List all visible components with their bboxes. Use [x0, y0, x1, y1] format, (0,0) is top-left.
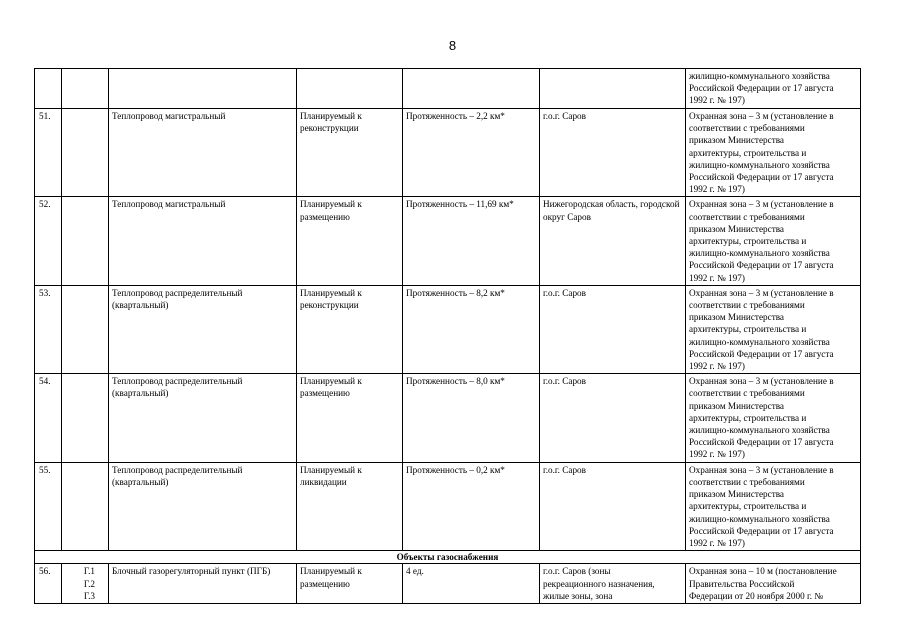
cell-characteristic: Протяженность – 8,0 км* [403, 374, 540, 462]
cell-location: г.о.г. Саров [540, 462, 686, 550]
cell-name: Теплопровод магистральный [109, 109, 297, 197]
zone-line: 1992 г. № 197) [689, 449, 745, 460]
cell-status [297, 69, 403, 109]
cell-name: Теплопровод распределительный (квартальный) [109, 462, 297, 550]
zone-line: Российской Федерации от 17 августа [689, 260, 834, 271]
zone-line: Российской Федерации от 17 августа [689, 348, 834, 359]
cell-num: 56. [35, 564, 62, 604]
zone-line: соответствии с требованиями [689, 123, 805, 134]
objects-table [34, 68, 861, 604]
page-number: 8 [448, 38, 457, 53]
zone-line: соответствии с требованиями [689, 476, 805, 487]
cell-zone [686, 462, 861, 550]
cell-zone [686, 374, 861, 462]
zone-line: соответствии с требованиями [689, 300, 805, 311]
cell-zone [686, 285, 861, 373]
cell-code [62, 462, 109, 550]
cell-num: 54. [35, 374, 62, 462]
zone-line: архитектуры, строительства и [689, 412, 807, 423]
zone-line: жилищно-коммунального хозяйства [689, 425, 830, 436]
zone-line: соответствии с требованиями [689, 211, 805, 222]
cell-characteristic: Протяженность – 11,69 км* [403, 197, 540, 285]
zone-line: соответствии с требованиями [689, 388, 805, 399]
cell-characteristic: Протяженность – 0,2 км* [403, 462, 540, 550]
table-body [35, 69, 861, 604]
zone-line: Российской Федерации от 17 августа [689, 525, 834, 536]
cell-characteristic [403, 69, 540, 109]
cell-location [540, 69, 686, 109]
cell-location: г.о.г. Саров [540, 374, 686, 462]
section-header: Объекты газоснабжения [35, 551, 861, 564]
cell-characteristic: Протяженность – 2,2 км* [403, 109, 540, 197]
cell-code [62, 69, 109, 109]
cell-name: Теплопровод распределительный (квартальный) [109, 374, 297, 462]
cell-name: Теплопровод магистральный [109, 197, 297, 285]
zone-line: 1992 г. № 197) [689, 184, 745, 195]
zone-line: Российской Федерации от 17 августа [689, 437, 834, 448]
zone-line: Охранная зона – 3 м (установление в [689, 111, 834, 121]
zone-line: жилищно-коммунального хозяйства [689, 513, 830, 524]
zone-line: жилищно-коммунального хозяйства [689, 159, 830, 170]
cell-line: Федерации от 20 ноября 2000 г. № [689, 590, 824, 601]
zone-line: 1992 г. № 197) [689, 95, 745, 106]
cell-location: г.о.г. Саров [540, 285, 686, 373]
zone-line: приказом Министерства [689, 489, 785, 500]
zone-line: 1992 г. № 197) [689, 272, 745, 283]
zone-line: приказом Министерства [689, 223, 785, 234]
cell-num: 52. [35, 197, 62, 285]
table-row [35, 109, 861, 197]
zone-line: архитектуры, строительства и [689, 324, 807, 335]
zone-line: архитектуры, строительства и [689, 501, 807, 512]
table-row [35, 564, 861, 604]
zone-line: архитектуры, строительства и [689, 236, 807, 247]
cell-location: Нижегородская область, городской округ Саров [540, 197, 686, 285]
cell-name [109, 69, 297, 109]
cell-status: Планируемый к размещению [297, 564, 403, 604]
cell-code [62, 374, 109, 462]
table-row [35, 374, 861, 462]
cell-line: г.о.г. Саров (зоны [543, 566, 611, 577]
cell-zone [686, 69, 861, 109]
cell-status: Планируемый к реконструкции [297, 109, 403, 197]
zone-line: жилищно-коммунального хозяйства [689, 248, 830, 259]
zone-line: жилищно-коммунального хозяйства [689, 336, 830, 347]
cell-zone [686, 564, 861, 604]
zone-line: приказом Министерства [689, 400, 785, 411]
cell-code [62, 197, 109, 285]
table-row [35, 197, 861, 285]
cell-characteristic: Протяженность – 8,2 км* [403, 285, 540, 373]
section-header-row [35, 551, 861, 564]
cell-num: 55. [35, 462, 62, 550]
zone-line: приказом Министерства [689, 312, 785, 323]
cell-num [35, 69, 62, 109]
cell-name: Теплопровод распределительный (квартальный) [109, 285, 297, 373]
cell-location: г.о.г. Саров [540, 109, 686, 197]
cell-zone [686, 197, 861, 285]
cell-characteristic: 4 ед. [403, 564, 540, 604]
cell-zone [686, 109, 861, 197]
cell-num: 53. [35, 285, 62, 373]
zone-line: Охранная зона – 3 м (установление в [689, 464, 834, 475]
table-row-continuation [35, 69, 861, 109]
cell-status: Планируемый к размещению [297, 197, 403, 285]
cell-line: жилые зоны, зона [543, 590, 613, 601]
cell-line: Г.1 [83, 566, 95, 577]
zone-line: жилищно-коммунального хозяйства [689, 71, 830, 81]
zone-line: Охранная зона – 3 м (установление в [689, 199, 834, 210]
cell-line: рекреационного назначения, [543, 578, 655, 589]
zone-line: Российской Федерации от 17 августа [689, 83, 834, 94]
table-row [35, 462, 861, 550]
zone-line: Российской Федерации от 17 августа [689, 172, 834, 183]
zone-line: приказом Министерства [689, 135, 785, 146]
cell-status: Планируемый к ликвидации [297, 462, 403, 550]
zone-line: 1992 г. № 197) [689, 361, 745, 372]
cell-num: 51. [35, 109, 62, 197]
cell-code [62, 564, 109, 604]
cell-status: Планируемый к реконструкции [297, 285, 403, 373]
cell-code [62, 285, 109, 373]
table-row [35, 285, 861, 373]
cell-code [62, 109, 109, 197]
zone-line: 1992 г. № 197) [689, 537, 745, 548]
cell-name: Блочный газорегуляторный пункт (ПГБ) [109, 564, 297, 604]
cell-line: Правительства Российской [689, 578, 795, 589]
cell-line: Г.3 [83, 590, 95, 601]
zone-line: архитектуры, строительства и [689, 147, 807, 158]
cell-status: Планируемый к размещению [297, 374, 403, 462]
cell-line: Охранная зона – 10 м (постановление [689, 566, 837, 577]
cell-location [540, 564, 686, 604]
cell-line: Г.2 [83, 578, 95, 589]
zone-line: Охранная зона – 3 м (установление в [689, 287, 834, 298]
zone-line: Охранная зона – 3 м (установление в [689, 376, 834, 387]
